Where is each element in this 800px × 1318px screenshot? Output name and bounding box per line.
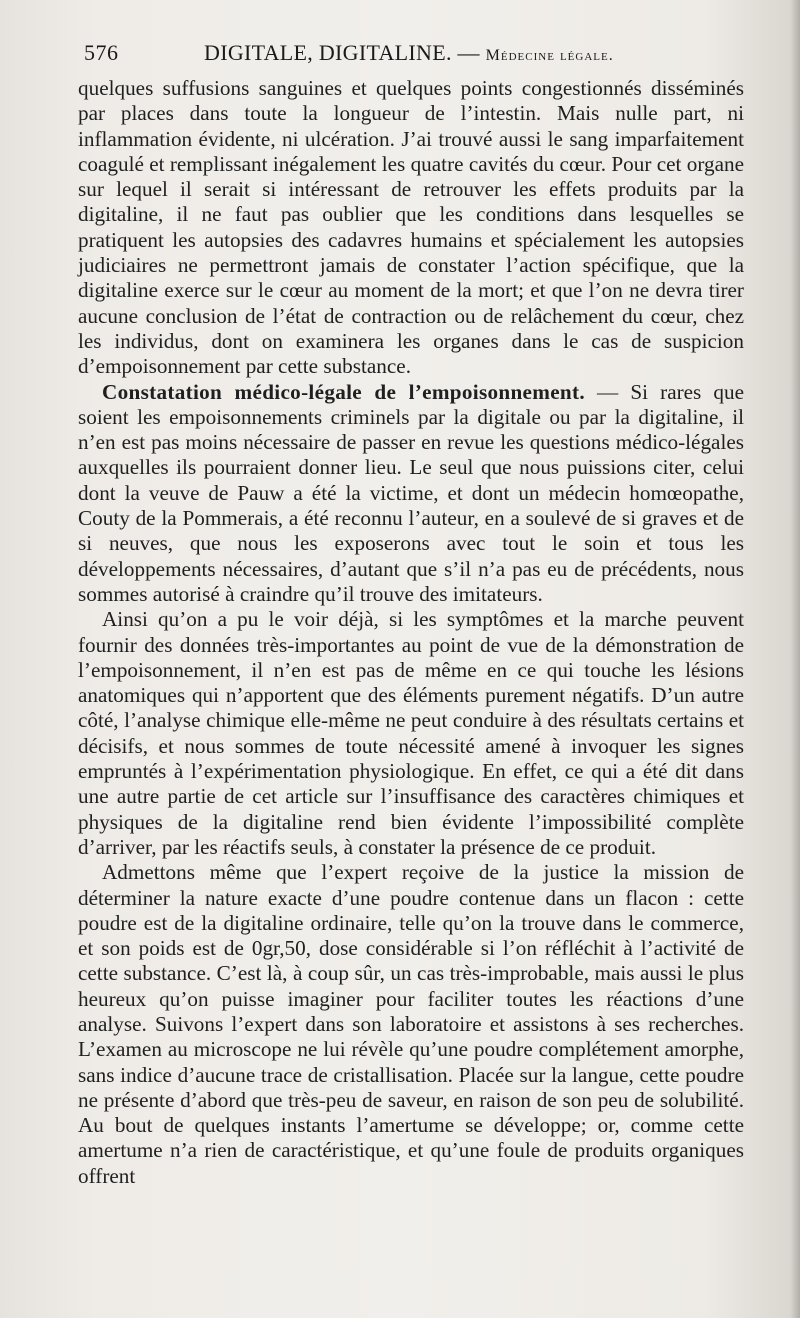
paragraph-text: Admettons même que l’expert reçoive de la justice la mission de déterminer la nature exacte d’une poudre contenue dans un flacon : cette poudre est de la digitaline ordinaire, telle qu’on la trouve dans le commerce, et son poids est de 0gr,50, dose considérable si l’on réfléchit à l’activité de cette substance. C’est là, à coup sûr, un cas très-improbable, mais aussi le plus heureux qu’on puisse imaginer pour faciliter toutes les réactions d’une analyse. Suivons l’expert dans son laboratoire et assistons à ses recherches. L’examen au microscope ne lui révèle qu’une poudre complétement amorphe, sans indice d’aucune trace de cristallisation. Placée sur la langue, cette poudre ne présente d’abord que très-peu de saveur, en raison de son peu de solubilité. Au bout de quelques instants l’amertume se développe; or, comme cette amertume n’a rien de caractéristique, et qu’une foule de produits organiques offrent [78, 860, 744, 1188]
running-title-main: DIGITALE, DIGITALINE. — [204, 40, 480, 65]
page-edge-shadow [790, 0, 800, 1318]
paragraph-text: Ainsi qu’on a pu le voir déjà, si les symptômes et la marche peuvent fournir des données très-importantes au point de vue de la démonstration de l’empoisonnement, il n’en est pas de même en ce qui touche les lésions anatomiques qui n’apportent que des éléments purement négatifs. D’un autre côté, l’analyse chimique elle-même ne peut conduire à des résultats certains et décisifs, et nous sommes de toute nécessité amené à invoquer les signes empruntés à l’expérimentation physiologique. En effet, ce qui a été dit dans une autre partie de cet article sur l’insuffisance des caractères chimiques et physiques de la digitaline rend bien évidente l’impossibilité complète d’arriver, par les réactifs seuls, à constater la présence de ce produit. [78, 607, 744, 859]
running-title-section: Médecine légale. [485, 47, 614, 64]
body-text [78, 76, 744, 1189]
paragraph-text: quelques suffusions sanguines et quelques points congestionnés disséminés par places dans toute la longueur de l’intestin. Mais nulle part, ni inflammation évidente, ni ulcération. J’ai trouvé aussi le sang imparfaitement coagulé et remplissant inégalement les quatre cavités du cœur. Pour cet organe sur lequel il serait si intéressant de retrouver les effets produits par la digitaline, il ne faut pas oublier que les conditions dans lesquelles se pratiquent les autopsies des cadavres humains et spécialement les autopsies judiciaires ne permettront jamais de constater l’action spécifique, que la digitaline exerce sur le cœur au moment de la mort; et que l’on ne devra tirer aucune conclusion de l’état de contraction ou de relâchement du cœur, chez les individus, dont on examinera les organes dans le cas de suspicion d’empoisonnement par cette substance. [78, 76, 744, 379]
paragraph-continuation [78, 76, 744, 380]
section-heading: Constatation médico-légale de l’empoisonnement. [102, 379, 585, 404]
paragraph-section [78, 380, 744, 608]
paragraph-text: Si rares que soient les empoisonnements criminels par la digitale ou par la digitaline, il n’en est pas moins nécessaire de passer en revue les questions médico-légales auxquelles ils pourraient donner lieu. Le seul que nous puissions citer, celui dont la veuve de Pauw a été la victime, et dont un médecin homœopathe, Couty de la Pommerais, a été reconnu l’auteur, en a soulevé de si graves et de si neuves, que nous les exposerons avec tout le soin et tous les développements nécessaires, d’autant que s’il n’a pas eu de précédents, nous sommes autorisé à craindre qu’il trouve des imitateurs. [78, 379, 744, 606]
paragraph [78, 607, 744, 860]
page-number: 576 [84, 40, 119, 65]
running-title [204, 40, 614, 66]
heading-separator: — [584, 379, 631, 404]
paragraph [78, 860, 744, 1189]
running-header [84, 40, 744, 70]
